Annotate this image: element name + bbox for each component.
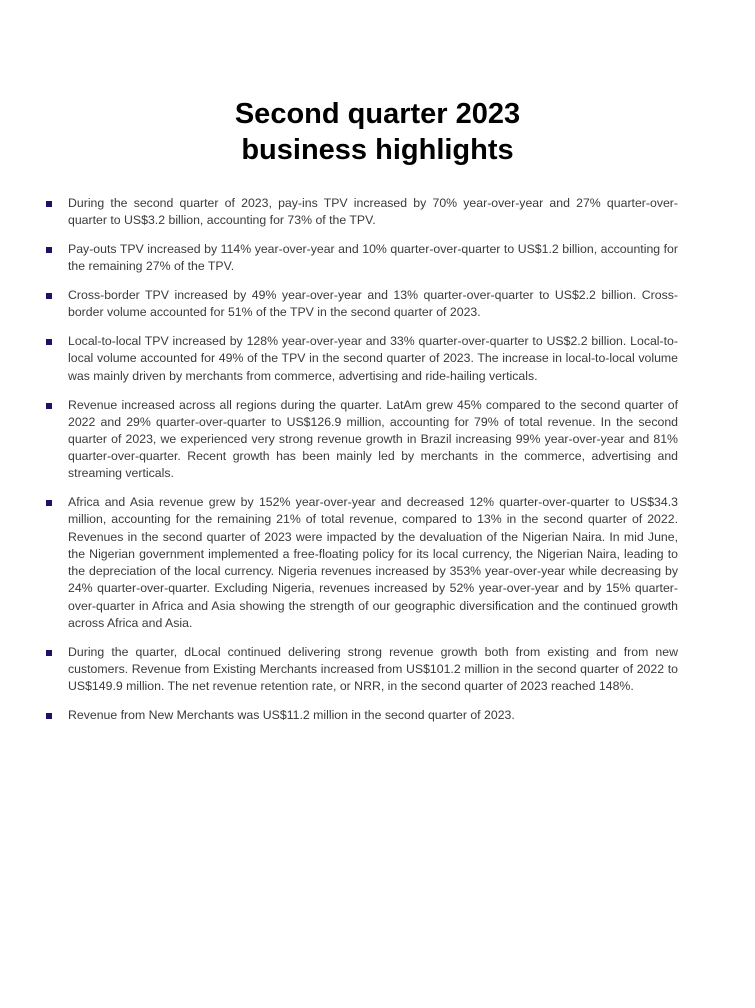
page-title-line-1: Second quarter 2023 xyxy=(234,98,521,130)
page-title-line-2: business highlights xyxy=(241,134,514,166)
highlight-text: Pay-outs TPV increased by 114% year-over-year and 10% quarter-over-quarter to US$1.2 billion, accounting for the remaining 27% of the TPV. xyxy=(68,242,678,274)
highlight-item xyxy=(46,333,678,385)
highlight-item xyxy=(46,397,678,483)
bullet-square-icon xyxy=(46,713,52,719)
highlight-item xyxy=(46,195,678,229)
bullet-square-icon xyxy=(46,293,52,299)
highlight-item xyxy=(46,241,678,275)
highlight-text: Revenue from New Merchants was US$11.2 million in the second quarter of 2023. xyxy=(68,707,515,722)
highlight-item xyxy=(46,494,678,632)
bullet-square-icon xyxy=(46,201,52,207)
highlight-item xyxy=(46,287,678,321)
bullet-square-icon xyxy=(46,339,52,345)
highlight-text: Cross-border TPV increased by 49% year-over-year and 13% quarter-over-quarter to US$2.2 billion. Cross-border volume accounted for 51% of the TPV in the second quarter of 2023. xyxy=(68,288,678,320)
bullet-square-icon xyxy=(46,500,52,506)
highlight-item xyxy=(46,707,678,724)
bullet-square-icon xyxy=(46,247,52,253)
highlight-text: Revenue increased across all regions during the quarter. LatAm grew 45% compared to the second quarter of 2022 and 29% quarter-over-quarter to US$126.9 million, accounting for 79% of total revenue. In the second quarter of 2023, we experienced very strong revenue growth in Brazil increasing 99% year-over-year and 81% quarter-over-quarter. Recent growth has been mainly led by merchants in the commerce, advertising and streaming verticals. xyxy=(68,397,678,481)
highlight-text: Local-to-local TPV increased by 128% year-over-year and 33% quarter-over-quarter to US$2.2 billion. Local-to-local volume accounted for 49% of the TPV in the second quarter of 2023. The increase in local-to-local volume was mainly driven by merchants from commerce, advertising and ride-hailing verticals. xyxy=(68,334,678,383)
highlights-list xyxy=(46,195,678,736)
bullet-square-icon xyxy=(46,403,52,409)
bullet-square-icon xyxy=(46,650,52,656)
highlight-text: During the second quarter of 2023, pay-ins TPV increased by 70% year-over-year and 27% quarter-over-quarter to US$3.2 billion, accounting for 73% of the TPV. xyxy=(68,196,678,228)
highlight-item xyxy=(46,644,678,696)
highlight-text: Africa and Asia revenue grew by 152% year-over-year and decreased 12% quarter-over-quarter to US$34.3 million, accounting for the remaining 21% of total revenue, compared to 13% in the second quarter of 2022. Revenues in the second quarter of 2023 were impacted by the devaluation of the Nigerian Naira. In mid June, the Nigerian government implemented a free-floating policy for its local currency, the Nigerian Naira, leading to the depreciation of the local currency. Nigeria revenues increased by 353% year-over-year while decreasing by 24% quarter-over-quarter. Excluding Nigeria, revenues increased by 52% year-over-year and by 15% quarter-over-quarter in Africa and Asia showing the strength of our geographic diversification and the continued growth across Africa and Asia. xyxy=(68,495,678,630)
highlight-text: During the quarter, dLocal continued delivering strong revenue growth both from existing and from new customers. Revenue from Existing Merchants increased from US$101.2 million in the second quarter of 2022 to US$149.9 million. The net revenue retention rate, or NRR, in the second quarter of 2023 reached 148%. xyxy=(68,644,678,693)
page-title xyxy=(0,96,755,168)
